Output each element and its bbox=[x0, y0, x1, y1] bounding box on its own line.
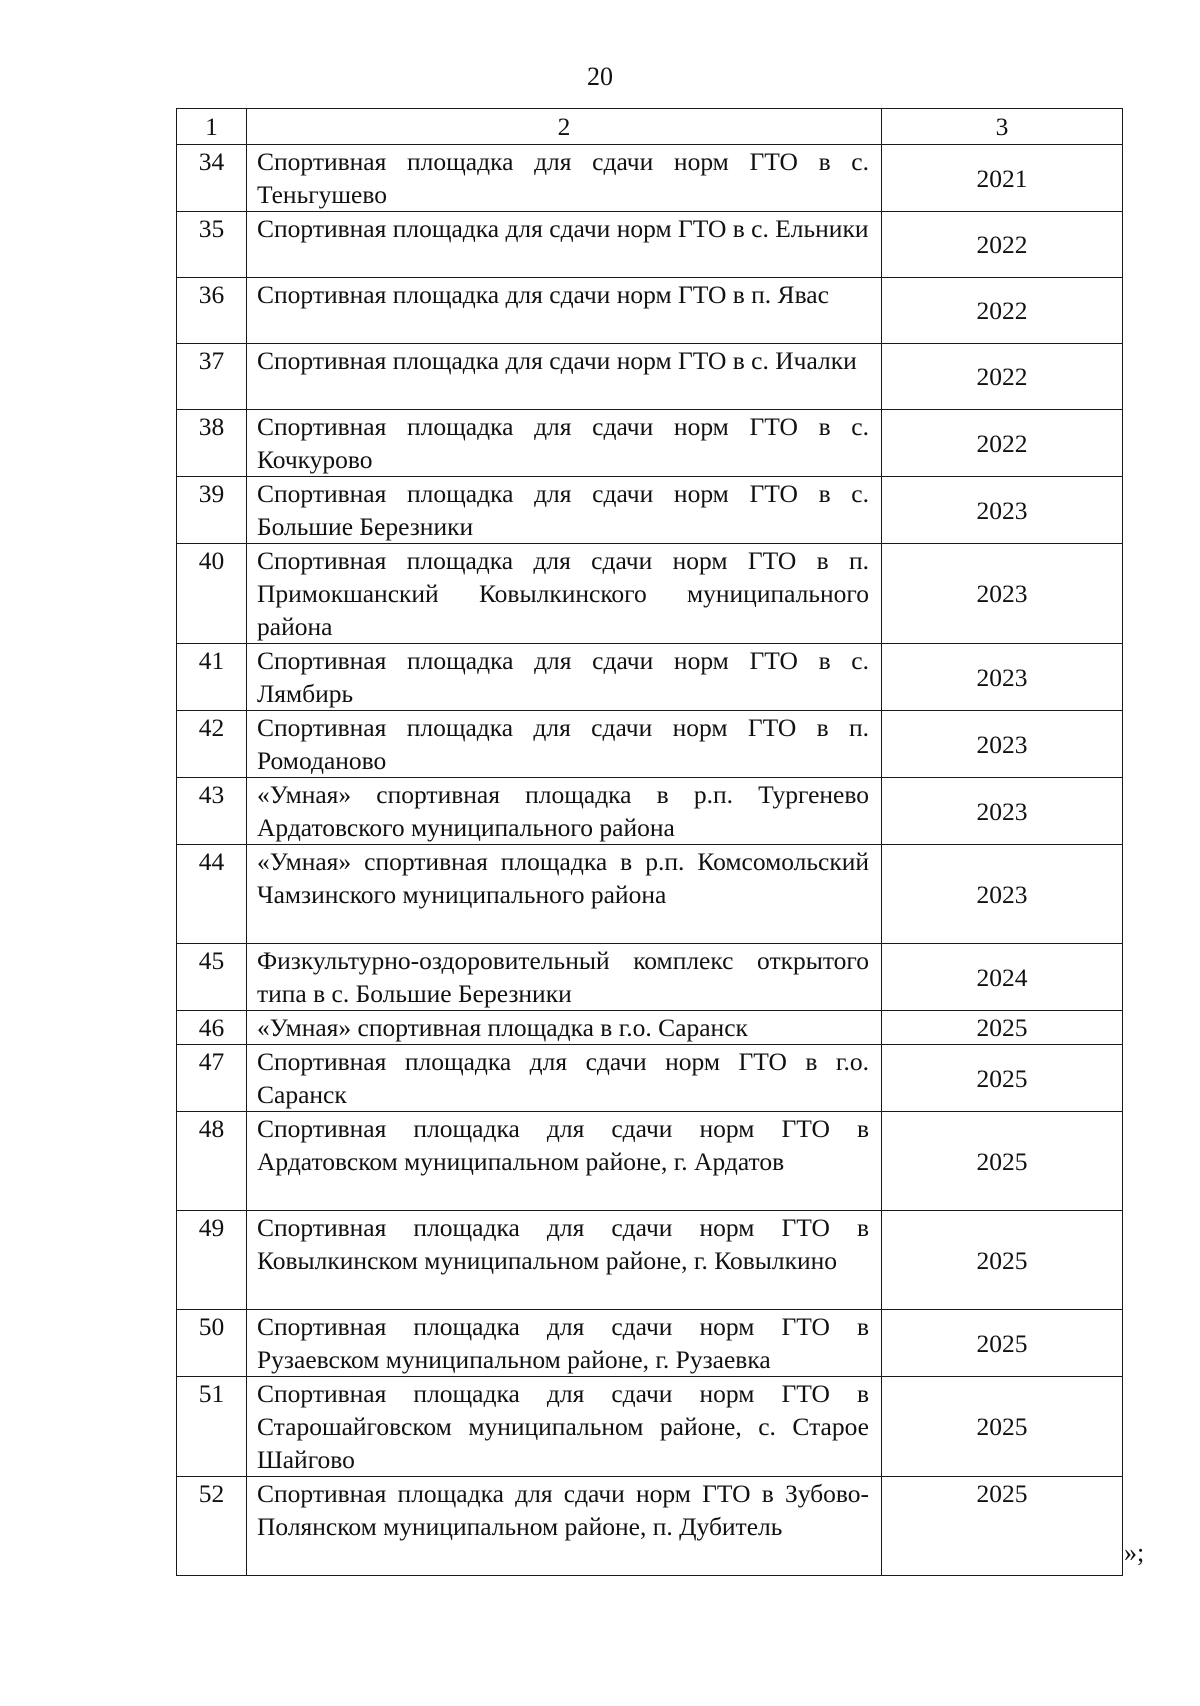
row-number: 40 bbox=[177, 544, 247, 644]
table-header-row bbox=[177, 109, 1123, 145]
table-row bbox=[177, 1045, 1123, 1112]
year-cell: 2023 bbox=[882, 845, 1123, 944]
table-row bbox=[177, 344, 1123, 410]
table-row bbox=[177, 711, 1123, 778]
table-row bbox=[177, 944, 1123, 1011]
year-cell: 2023 bbox=[882, 544, 1123, 644]
row-number: 38 bbox=[177, 410, 247, 477]
row-number: 39 bbox=[177, 477, 247, 544]
object-name: Спортивная площадка для сдачи норм ГТО в с. Теньгушево bbox=[247, 145, 882, 212]
header-col-2: 2 bbox=[247, 109, 882, 145]
row-number: 34 bbox=[177, 145, 247, 212]
table-row bbox=[177, 410, 1123, 477]
table-row bbox=[177, 778, 1123, 845]
object-name: Спортивная площадка для сдачи норм ГТО в с. Ичалки bbox=[247, 344, 882, 410]
page-number: 20 bbox=[587, 62, 613, 91]
year-cell: 2023 bbox=[882, 778, 1123, 845]
table-row bbox=[177, 1211, 1123, 1310]
table-row bbox=[177, 845, 1123, 944]
row-number: 35 bbox=[177, 212, 247, 278]
row-number: 51 bbox=[177, 1377, 247, 1477]
table-row bbox=[177, 278, 1123, 344]
year-cell: 2025 bbox=[882, 1011, 1123, 1045]
object-name: Спортивная площадка для сдачи норм ГТО в Рузаевском муниципальном районе, г. Рузаевка bbox=[247, 1310, 882, 1377]
row-number: 49 bbox=[177, 1211, 247, 1310]
table-row bbox=[177, 1011, 1123, 1045]
year-cell: 2024 bbox=[882, 944, 1123, 1011]
object-name: Спортивная площадка для сдачи норм ГТО в г.о. Саранск bbox=[247, 1045, 882, 1112]
object-name: Спортивная площадка для сдачи норм ГТО в п. Примокшанский Ковылкинского муниципального района bbox=[247, 544, 882, 644]
row-number: 48 bbox=[177, 1112, 247, 1211]
row-number: 50 bbox=[177, 1310, 247, 1377]
row-number: 46 bbox=[177, 1011, 247, 1045]
object-name: Спортивная площадка для сдачи норм ГТО в п. Ромоданово bbox=[247, 711, 882, 778]
year-cell: 2023 bbox=[882, 477, 1123, 544]
year-cell: 2025 bbox=[882, 1045, 1123, 1112]
table-row bbox=[177, 1310, 1123, 1377]
year-cell: 2023 bbox=[882, 644, 1123, 711]
row-number: 42 bbox=[177, 711, 247, 778]
year-cell: 2025 bbox=[882, 1211, 1123, 1310]
table-row bbox=[177, 644, 1123, 711]
row-number: 41 bbox=[177, 644, 247, 711]
object-name: Спортивная площадка для сдачи норм ГТО в п. Явас bbox=[247, 278, 882, 344]
row-number: 45 bbox=[177, 944, 247, 1011]
row-number: 37 bbox=[177, 344, 247, 410]
objects-table bbox=[176, 108, 1123, 1576]
year-cell: 2025 bbox=[882, 1310, 1123, 1377]
row-number: 52 bbox=[177, 1477, 247, 1576]
object-name: «Умная» спортивная площадка в р.п. Комсомольский Чамзинского муниципального района bbox=[247, 845, 882, 944]
row-number: 44 bbox=[177, 845, 247, 944]
table-row bbox=[177, 477, 1123, 544]
table-row bbox=[177, 1377, 1123, 1477]
table-row bbox=[177, 544, 1123, 644]
table-row bbox=[177, 212, 1123, 278]
object-name: Физкультурно-оздоровительный комплекс открытого типа в с. Большие Березники bbox=[247, 944, 882, 1011]
object-name: Спортивная площадка для сдачи норм ГТО в Ковылкинском муниципальном районе, г. Ковылкино bbox=[247, 1211, 882, 1310]
object-name: Спортивная площадка для сдачи норм ГТО в с. Кочкурово bbox=[247, 410, 882, 477]
year-cell: 2022 bbox=[882, 278, 1123, 344]
object-name: Спортивная площадка для сдачи норм ГТО в Старошайговском муниципальном районе, с. Старое Шайгово bbox=[247, 1377, 882, 1477]
object-name: Спортивная площадка для сдачи норм ГТО в с. Лямбирь bbox=[247, 644, 882, 711]
year-cell: 2021 bbox=[882, 145, 1123, 212]
header-col-1: 1 bbox=[177, 109, 247, 145]
object-name: Спортивная площадка для сдачи норм ГТО в с. Большие Березники bbox=[247, 477, 882, 544]
year-cell: 2022 bbox=[882, 212, 1123, 278]
table-row bbox=[177, 145, 1123, 212]
row-number: 36 bbox=[177, 278, 247, 344]
object-name: Спортивная площадка для сдачи норм ГТО в Ардатовском муниципальном районе, г. Ардатов bbox=[247, 1112, 882, 1211]
table-row bbox=[177, 1477, 1123, 1576]
row-number: 47 bbox=[177, 1045, 247, 1112]
year-cell: 2025 bbox=[882, 1477, 1123, 1576]
object-name: «Умная» спортивная площадка в г.о. Саранск bbox=[247, 1011, 882, 1045]
row-number: 43 bbox=[177, 778, 247, 845]
year-cell: 2022 bbox=[882, 410, 1123, 477]
object-name: Спортивная площадка для сдачи норм ГТО в Зубово-Полянском муниципальном районе, п. Дубитель bbox=[247, 1477, 882, 1576]
header-col-3: 3 bbox=[882, 109, 1123, 145]
table-row bbox=[177, 1112, 1123, 1211]
year-cell: 2023 bbox=[882, 711, 1123, 778]
year-cell: 2025 bbox=[882, 1377, 1123, 1477]
object-name: Спортивная площадка для сдачи норм ГТО в с. Ельники bbox=[247, 212, 882, 278]
object-name: «Умная» спортивная площадка в р.п. Тургенево Ардатовского муниципального района bbox=[247, 778, 882, 845]
year-cell: 2022 bbox=[882, 344, 1123, 410]
closing-quote-mark: »; bbox=[1124, 1538, 1145, 1567]
year-cell: 2025 bbox=[882, 1112, 1123, 1211]
